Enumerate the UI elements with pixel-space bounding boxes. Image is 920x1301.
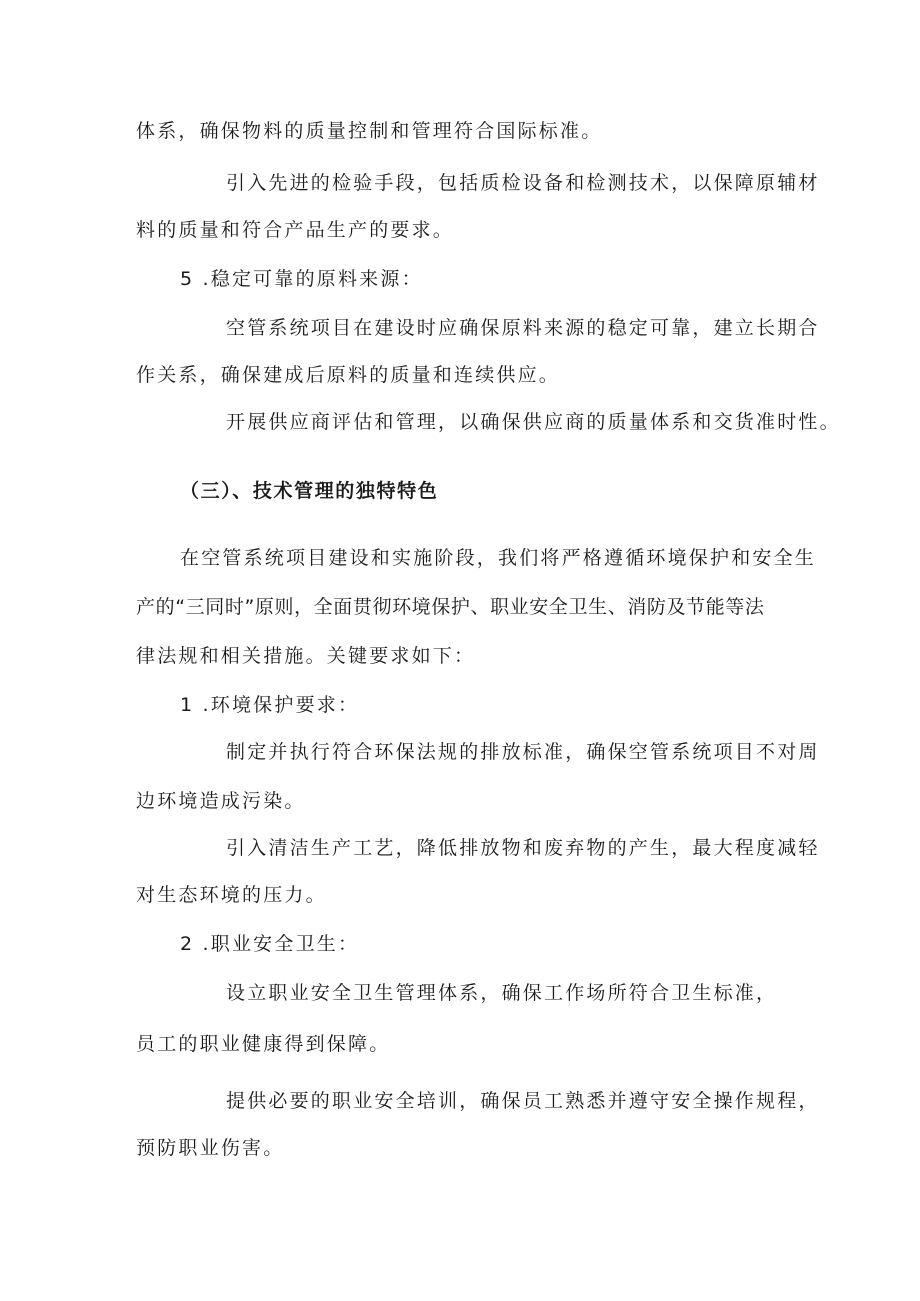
text-line: 设立职业安全卫生管理体系，确保工作场所符合卫生标准， [226, 982, 778, 1004]
text-line: 引入先进的检验手段，包括质检设备和检测技术，以保障原辅材 [226, 172, 820, 194]
text-line: 边环境造成污染。 [136, 790, 306, 812]
text-line: 对生态环境的压力。 [136, 884, 327, 906]
text-line: 料的质量和符合产品生产的要求。 [136, 219, 455, 241]
text-line: 空管系统项目在建设时应确保原料来源的稳定可靠，建立长期合 [226, 317, 820, 339]
text-line: 产的“三同时”原则，全面贯彻环境保护、职业安全卫生、消防及节能等法 [136, 596, 765, 618]
text-line: 预防职业伤害。 [136, 1137, 285, 1159]
list-heading: 1 .环境保护要求： [180, 694, 360, 716]
text-line: 作关系，确保建成后原料的质量和连续供应。 [136, 364, 561, 386]
text-line: 体系，确保物料的质量控制和管理符合国际标准。 [136, 120, 603, 142]
text-line: 引入清洁生产工艺，降低排放物和废弃物的产生，最大程度减轻 [226, 837, 820, 859]
section-heading: （三）、技术管理的独特特色 [180, 480, 439, 502]
text-line: 员工的职业健康得到保障。 [136, 1033, 391, 1055]
text-line: 制定并执行符合环保法规的排放标准，确保空管系统项目不对周 [226, 741, 820, 763]
list-heading: 5 .稳定可靠的原料来源： [180, 268, 423, 290]
list-heading: 2 .职业安全卫生： [180, 933, 360, 955]
text-line: 律法规和相关措施。关键要求如下： [136, 645, 476, 667]
text-line: 开展供应商评估和管理，以确保供应商的质量体系和交货准时性。 [226, 411, 841, 433]
text-line: 提供必要的职业安全培训，确保员工熟悉并遵守安全操作规程， [226, 1090, 820, 1112]
text-line: 在空管系统项目建设和实施阶段，我们将严格遵循环境保护和安全生 [180, 547, 817, 569]
